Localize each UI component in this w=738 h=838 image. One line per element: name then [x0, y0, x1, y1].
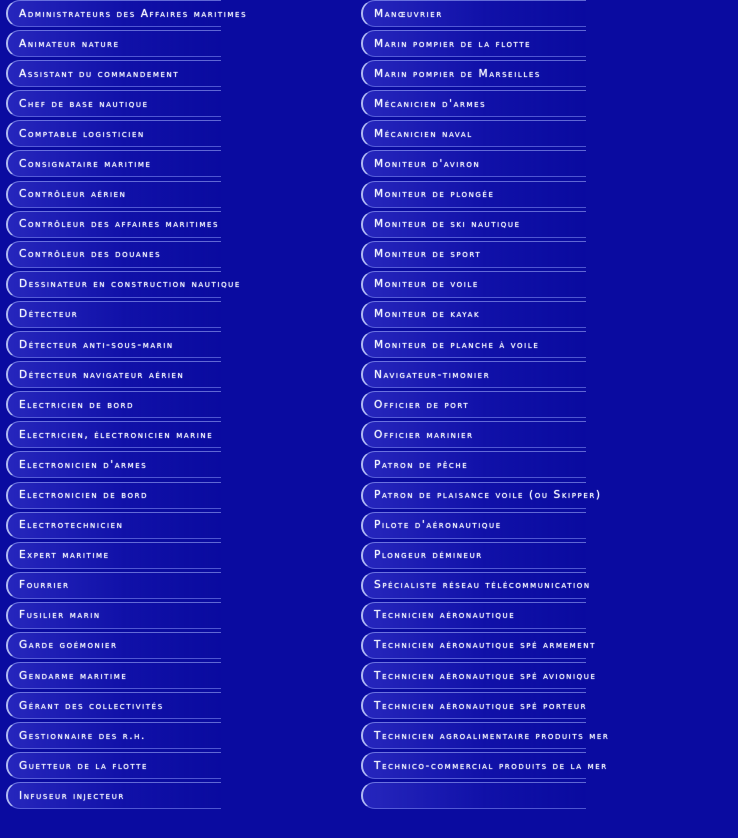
job-link[interactable]: [361, 120, 586, 147]
job-link-label: Electrotechnicien: [19, 519, 124, 532]
job-link[interactable]: [6, 572, 221, 599]
job-link-label: Technicien agroalimentaire produits mer: [374, 729, 610, 742]
job-link[interactable]: [6, 90, 221, 117]
job-link[interactable]: [6, 542, 221, 569]
job-link-label: Technicien aéronautique spé armement: [374, 639, 596, 652]
job-link-label: Assistant du commandement: [19, 67, 180, 80]
job-link[interactable]: [361, 421, 586, 448]
job-link-label: Détecteur anti-sous-marin: [19, 338, 174, 351]
job-link-label: Détecteur navigateur aérien: [19, 368, 185, 381]
job-link[interactable]: [6, 301, 221, 328]
job-link[interactable]: [361, 150, 586, 177]
job-link-label: Fusilier marin: [19, 609, 101, 622]
job-link[interactable]: [361, 632, 596, 659]
job-link[interactable]: [361, 361, 586, 388]
job-link-label: Marin pompier de Marseilles: [374, 67, 541, 80]
job-link[interactable]: [361, 692, 586, 719]
job-link-label: Moniteur de voile: [374, 278, 479, 291]
job-link-label: Gérant des collectivités: [19, 699, 164, 712]
job-link-label: Comptable logisticien: [19, 127, 145, 140]
job-link[interactable]: [6, 211, 221, 238]
job-link[interactable]: [361, 301, 586, 328]
job-link-label: Spécialiste réseau télécommunication: [374, 579, 591, 592]
job-link-label: Guetteur de la flotte: [19, 759, 148, 772]
job-link[interactable]: [6, 0, 248, 27]
job-link-label: Gestionnaire des r.h.: [19, 729, 146, 742]
job-link-label: Technico-commercial produits de la mer: [374, 759, 608, 772]
job-link-label: Pilote d'aéronautique: [374, 519, 502, 532]
job-link[interactable]: [6, 150, 221, 177]
job-link[interactable]: [361, 0, 586, 27]
job-link[interactable]: [6, 482, 221, 509]
job-link-label: Technicien aéronautique: [374, 609, 516, 622]
job-link[interactable]: [361, 542, 586, 569]
job-link[interactable]: [6, 782, 221, 809]
job-link-label: Moniteur de plongée: [374, 188, 495, 201]
job-link-label: Chef de base nautique: [19, 97, 149, 110]
job-link-label: Patron de plaisance voile (ou Skipper): [374, 489, 602, 501]
job-link-label: Contrôleur des douanes: [19, 248, 162, 261]
job-link-label: Navigateur-timonier: [374, 368, 491, 381]
job-link-label: Technicien aéronautique spé avionique: [374, 669, 597, 682]
job-link[interactable]: [6, 602, 221, 629]
job-link-label: Dessinateur en construction nautique: [19, 278, 241, 291]
job-link[interactable]: [361, 60, 586, 87]
job-link[interactable]: [6, 512, 221, 539]
job-link[interactable]: [6, 722, 221, 749]
empty-link-slot[interactable]: [361, 782, 586, 809]
job-link[interactable]: [361, 241, 586, 268]
job-link-label: Moniteur de planche à voile: [374, 338, 540, 351]
job-link-label: Mécanicien naval: [374, 127, 473, 140]
job-link[interactable]: [6, 331, 221, 358]
job-link[interactable]: [361, 331, 586, 358]
job-link-label: Marin pompier de la flotte: [374, 37, 532, 50]
job-link-label: Infuseur injecteur: [19, 789, 125, 802]
job-link-label: Fourrier: [19, 579, 70, 592]
job-link[interactable]: [6, 60, 221, 87]
job-link[interactable]: [361, 722, 610, 749]
job-link-label: Officier marinier: [374, 428, 474, 441]
job-link[interactable]: [6, 752, 221, 779]
job-link-label: Manœuvrier: [374, 7, 443, 20]
job-link-label: Expert maritime: [19, 549, 110, 562]
job-link-label: Patron de pêche: [374, 458, 469, 471]
job-link-label: Electricien, électronicien marine: [19, 428, 214, 441]
right-job-list: [361, 0, 610, 813]
job-link-label: Consignataire maritime: [19, 157, 152, 170]
job-link[interactable]: [361, 482, 602, 509]
job-link[interactable]: [6, 391, 221, 418]
job-link-label: Moniteur de kayak: [374, 308, 481, 321]
job-link-label: Technicien aéronautique spé porteur: [374, 699, 588, 712]
job-link-label: Moniteur de ski nautique: [374, 218, 521, 231]
job-link[interactable]: [6, 421, 221, 448]
job-link-label: Contrôleur aérien: [19, 188, 127, 201]
job-link-label: Electronicien de bord: [19, 489, 149, 501]
job-link[interactable]: [6, 662, 221, 689]
job-link[interactable]: [6, 271, 241, 298]
job-link[interactable]: [361, 391, 586, 418]
job-link-label: Electronicien d'armes: [19, 458, 148, 471]
job-link[interactable]: [361, 512, 586, 539]
job-link-label: Mécanicien d'armes: [374, 97, 487, 110]
job-link[interactable]: [361, 752, 608, 779]
job-link-label: Moniteur d'aviron: [374, 157, 481, 170]
job-link[interactable]: [6, 30, 221, 57]
job-link[interactable]: [361, 572, 591, 599]
job-link-label: Plongeur démineur: [374, 549, 483, 562]
job-link[interactable]: [361, 30, 586, 57]
job-link[interactable]: [6, 241, 221, 268]
job-link-label: Administrateurs des Affaires maritimes: [19, 7, 248, 20]
job-link[interactable]: [361, 271, 586, 298]
job-link-label: Electricien de bord: [19, 398, 135, 411]
job-link-label: Contrôleur des affaires maritimes: [19, 218, 220, 231]
job-link[interactable]: [6, 632, 221, 659]
job-link[interactable]: [361, 662, 597, 689]
job-link-label: Gendarme maritime: [19, 669, 128, 682]
job-link[interactable]: [6, 181, 221, 208]
job-link-label: Officier de port: [374, 398, 470, 411]
job-link[interactable]: [361, 451, 586, 478]
job-link-label: Moniteur de sport: [374, 248, 482, 261]
job-link-label: Détecteur: [19, 308, 79, 321]
job-link[interactable]: [361, 90, 586, 117]
job-link-label: Garde goémonier: [19, 639, 118, 652]
left-job-list: [6, 0, 248, 813]
job-link[interactable]: [6, 361, 221, 388]
job-link[interactable]: [6, 120, 221, 147]
job-link[interactable]: [361, 211, 586, 238]
job-link[interactable]: [361, 602, 586, 629]
job-link[interactable]: [6, 451, 221, 478]
job-link-label: Animateur nature: [19, 37, 120, 50]
job-link[interactable]: [361, 181, 586, 208]
job-link[interactable]: [6, 692, 221, 719]
